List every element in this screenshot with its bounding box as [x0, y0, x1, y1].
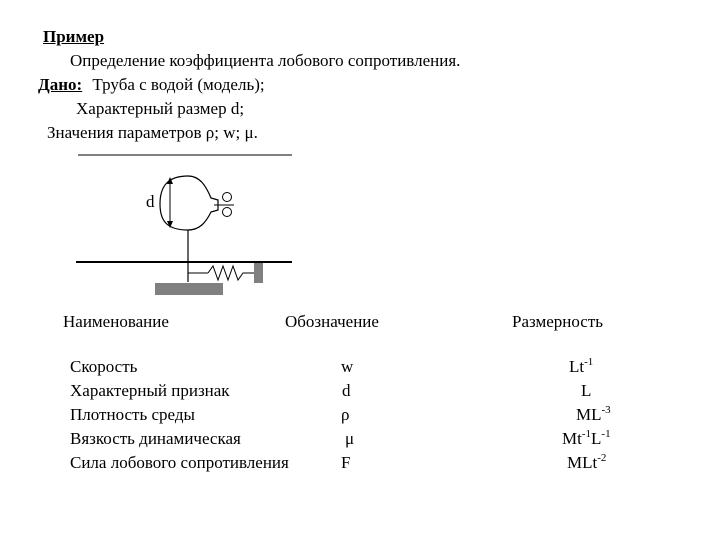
- spring-anchor-wall: [254, 263, 263, 283]
- header-dimension: Размерность: [512, 312, 604, 331]
- row-symbol: F: [341, 453, 351, 472]
- row-dimension: $Mt^{-1}L^{-1}$: [562, 428, 611, 448]
- header-name: Наименование: [63, 312, 169, 331]
- diagram-d-label: d: [146, 192, 155, 211]
- spring: [208, 266, 254, 280]
- row-dimension: L: [581, 381, 592, 400]
- row-name: Вязкость динамическая: [70, 429, 241, 448]
- outlet-ring-bottom: [223, 208, 232, 217]
- dimension-arrow-top: [167, 177, 173, 184]
- task-subtitle: Определение коэффициента лобового сопротивления.: [70, 51, 461, 70]
- example-label: Пример: [43, 27, 105, 46]
- row-symbol: d: [342, 381, 351, 400]
- row-dimension: $ML^{-3}$: [576, 404, 611, 424]
- row-symbol: w: [341, 357, 354, 376]
- given-label: Дано:: [38, 75, 83, 94]
- row-name: Плотность среды: [70, 405, 195, 424]
- row-name: Сила лобового сопротивления: [70, 453, 289, 472]
- row-name: Характерный признак: [70, 381, 230, 400]
- row-symbol: μ: [345, 429, 355, 448]
- row-dimension: $Lt^{-1}$: [569, 356, 594, 376]
- given-item-params: Значения параметров ρ; w; μ.: [47, 123, 258, 142]
- row-dimension: MLt$^{-2}$: [567, 452, 607, 472]
- given-item-size: Характерный размер d;: [76, 99, 245, 118]
- ground-block: [155, 283, 223, 295]
- outlet-ring-top: [223, 193, 232, 202]
- row-name: Скорость: [70, 357, 138, 376]
- header-symbol: Обозначение: [285, 312, 379, 331]
- row-symbol: ρ: [341, 405, 350, 424]
- given-item-pipe: Труба с водой (модель);: [92, 75, 265, 94]
